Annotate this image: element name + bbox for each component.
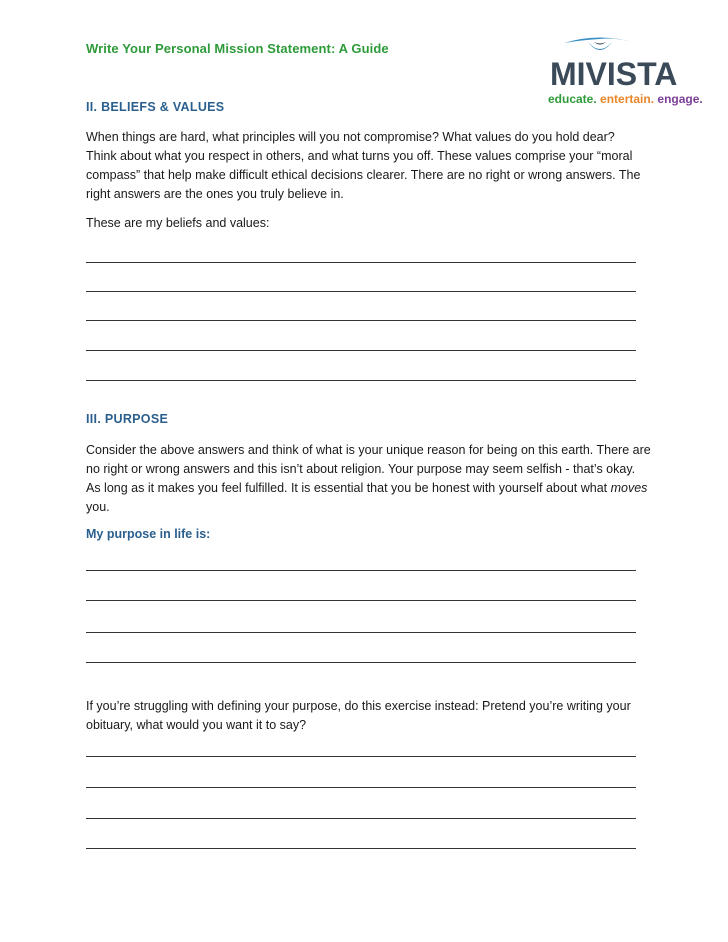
tagline-engage: engage. — [657, 92, 703, 106]
beliefs-answer-line-3[interactable] — [86, 320, 636, 321]
beliefs-prompt: These are my beliefs and values: — [86, 216, 270, 230]
purpose-answer-line-2[interactable] — [86, 600, 636, 601]
tagline-educate: educate. — [548, 92, 597, 106]
beliefs-heading: II. BELIEFS & VALUES — [86, 100, 225, 114]
purpose-heading: III. PURPOSE — [86, 412, 169, 426]
beliefs-answer-line-2[interactable] — [86, 291, 636, 292]
logo-tagline — [548, 92, 703, 106]
document-title: Write Your Personal Mission Statement: A Guide — [86, 41, 389, 56]
mivista-logo — [530, 34, 703, 108]
beliefs-answer-line-1[interactable] — [86, 262, 636, 263]
beliefs-body: When things are hard, what principles will you not compromise? What values do you hold dear? Think about what you respect in others, and what turns you off. These values comprise your “moral compass” that help make difficult ethical decisions clearer. There are no right or wrong answers. The right answers are the ones you truly believe in. — [86, 130, 641, 201]
purpose-body-text: Consider the above answers and think of what is your unique reason for being on this earth. There are no right or wrong answers and this isn’t about religion. Your purpose may seem selfish - that’s okay. As long as it makes you feel fulfilled. It is essential that you be honest with yourself about what — [86, 443, 651, 495]
beliefs-answer-line-4[interactable] — [86, 350, 636, 351]
beliefs-answer-line-5[interactable] — [86, 380, 636, 381]
obituary-prompt: If you’re struggling with defining your purpose, do this exercise instead: Pretend you’re writing your obituary, what would you want it to say? — [86, 699, 631, 732]
logo-wordmark: MIVISTA — [550, 56, 678, 92]
purpose-body-emphasis: moves — [610, 481, 648, 495]
purpose-answer-line-4[interactable] — [86, 662, 636, 663]
obituary-answer-line-2[interactable] — [86, 787, 636, 788]
purpose-prompt: My purpose in life is: — [86, 527, 211, 541]
obituary-answer-line-4[interactable] — [86, 848, 636, 849]
obituary-answer-line-1[interactable] — [86, 756, 636, 757]
purpose-body-end: you. — [86, 500, 110, 514]
tagline-entertain: entertain. — [600, 92, 655, 106]
obituary-answer-line-3[interactable] — [86, 818, 636, 819]
purpose-body — [86, 441, 651, 517]
purpose-answer-line-3[interactable] — [86, 632, 636, 633]
purpose-answer-line-1[interactable] — [86, 570, 636, 571]
